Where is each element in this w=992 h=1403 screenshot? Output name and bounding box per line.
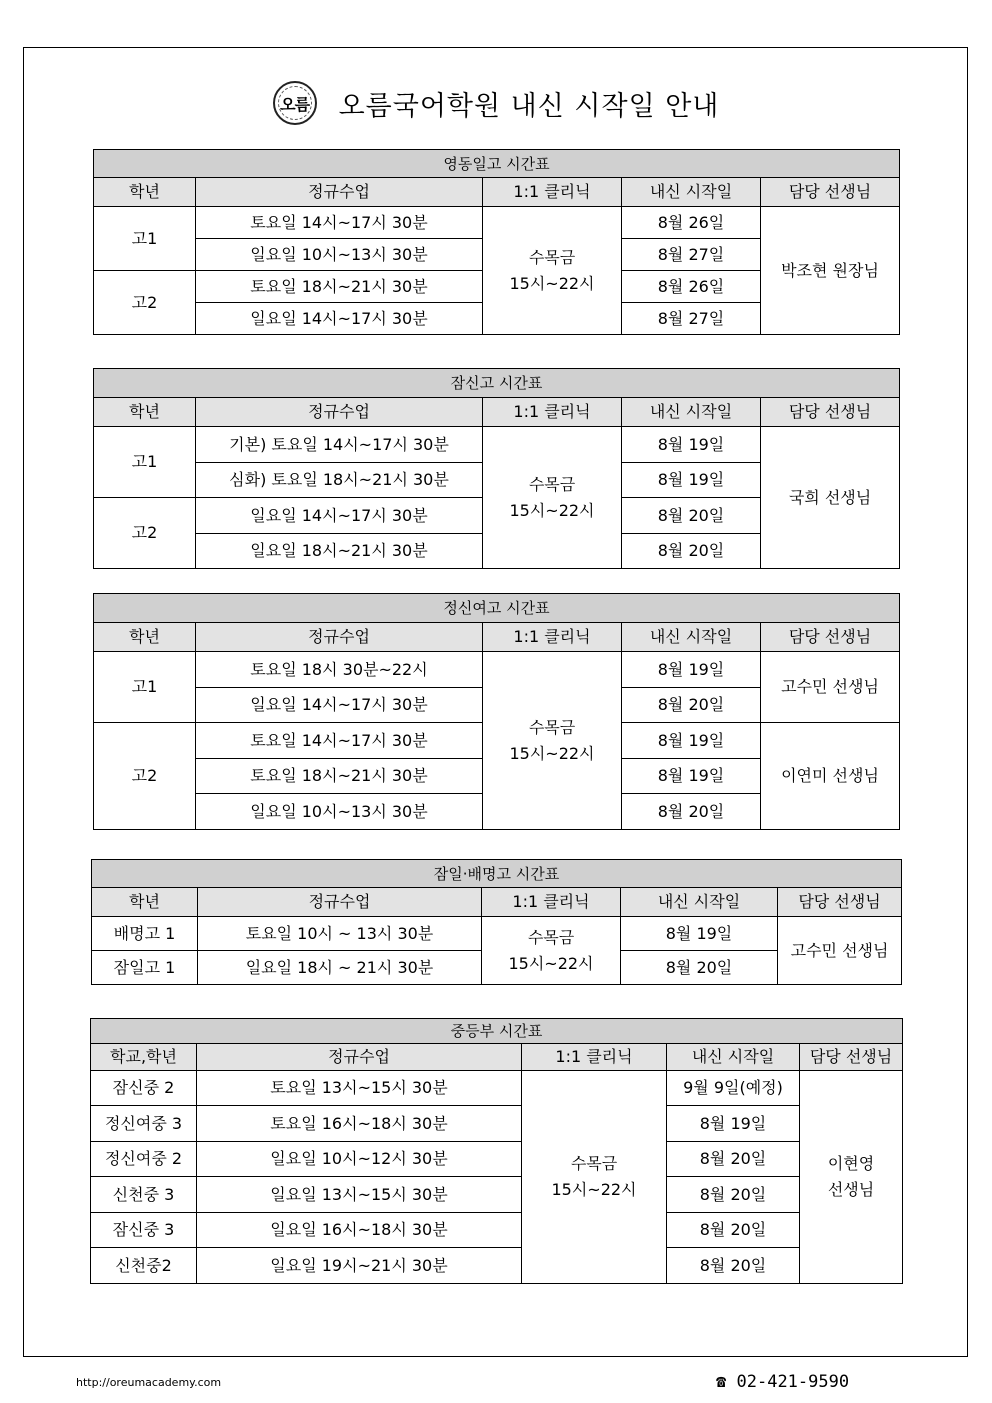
- grade-cell: 고1: [94, 207, 196, 271]
- table-caption: 영동일고 시간표: [94, 150, 900, 178]
- start-date-cell: 8월 20일: [622, 534, 761, 569]
- column-header-start: 내신 시작일: [622, 398, 761, 427]
- table-row: [92, 917, 902, 951]
- grade-cell: 정신여중 2: [91, 1142, 197, 1177]
- column-header-regular: 정규수업: [197, 1044, 522, 1071]
- regular-class-cell: 일요일 10시~13시 30분: [196, 794, 483, 830]
- clinic-cell: [483, 207, 622, 335]
- regular-class-cell: 토요일 13시~15시 30분: [197, 1071, 522, 1106]
- start-date-cell: 8월 19일: [622, 652, 761, 688]
- teacher-cell: 국희 선생님: [761, 427, 900, 569]
- table-row: [91, 1142, 903, 1177]
- column-header-teacher: 담당 선생님: [778, 888, 902, 917]
- schedule-table-yeongdongil: [93, 149, 900, 335]
- grade-cell: 고2: [94, 271, 196, 335]
- clinic-days: 수목금: [527, 927, 575, 947]
- regular-class-cell: 일요일 14시~17시 30분: [196, 303, 483, 335]
- start-date-cell: 8월 20일: [667, 1213, 800, 1248]
- column-header-teacher: 담당 선생님: [761, 398, 900, 427]
- grade-cell: 고2: [94, 498, 196, 569]
- column-header-clinic: 1:1 클리닉: [483, 623, 622, 652]
- phone-number-text: 02-421-9590: [736, 1372, 850, 1392]
- start-date-cell: 8월 20일: [622, 688, 761, 723]
- clinic-cell: [483, 652, 622, 830]
- schedule-table-jamil-baemyeong: [91, 859, 902, 985]
- table-caption: 정신여고 시간표: [94, 594, 900, 623]
- table-row: [91, 1248, 903, 1284]
- column-header-grade: 학년: [94, 398, 196, 427]
- clinic-hours: 15시~22시: [509, 273, 595, 293]
- column-header-school-grade: 학교,학년: [91, 1044, 197, 1071]
- clinic-cell: [482, 917, 621, 985]
- grade-cell: 잠신중 2: [91, 1071, 197, 1106]
- regular-class-cell: 일요일 13시~15시 30분: [197, 1177, 522, 1213]
- column-header-clinic: 1:1 클리닉: [483, 178, 622, 207]
- start-date-cell: 8월 26일: [622, 207, 761, 239]
- grade-cell: 고1: [94, 652, 196, 723]
- regular-class-cell: 일요일 10시~13시 30분: [196, 239, 483, 271]
- regular-class-cell: 일요일 14시~17시 30분: [196, 498, 483, 534]
- teacher-title: 선생님: [827, 1180, 875, 1199]
- regular-class-cell: 일요일 19시~21시 30분: [197, 1248, 522, 1284]
- regular-class-cell: 토요일 18시~21시 30분: [196, 271, 483, 303]
- teacher-cell: 이연미 선생님: [761, 723, 900, 830]
- academy-logo: [273, 81, 317, 125]
- column-header-clinic: 1:1 클리닉: [483, 398, 622, 427]
- start-date-cell: 8월 20일: [667, 1142, 800, 1177]
- grade-cell: 잠일고 1: [92, 951, 198, 985]
- table-row: [91, 1106, 903, 1142]
- regular-class-cell: 토요일 18시~21시 30분: [196, 759, 483, 794]
- regular-class-cell: 일요일 10시~12시 30분: [197, 1142, 522, 1177]
- column-header-grade: 학년: [94, 178, 196, 207]
- start-date-cell: 8월 20일: [622, 794, 761, 830]
- start-date-cell: 8월 19일: [622, 723, 761, 759]
- phone-number: [716, 1372, 849, 1392]
- column-header-start: 내신 시작일: [621, 888, 778, 917]
- table-caption: 잠신고 시간표: [94, 369, 900, 398]
- regular-class-cell: 심화) 토요일 18시~21시 30분: [196, 463, 483, 498]
- column-header-start: 내신 시작일: [622, 623, 761, 652]
- start-date-cell: 8월 26일: [622, 271, 761, 303]
- start-date-cell: 8월 19일: [667, 1106, 800, 1142]
- column-header-clinic: 1:1 클리닉: [522, 1044, 667, 1071]
- start-date-cell: 8월 20일: [667, 1248, 800, 1284]
- table-row: [94, 207, 900, 239]
- grade-cell: 배명고 1: [92, 917, 198, 951]
- regular-class-cell: 토요일 18시 30분~22시: [196, 652, 483, 688]
- regular-class-cell: 토요일 16시~18시 30분: [197, 1106, 522, 1142]
- regular-class-cell: 일요일 18시~21시 30분: [196, 534, 483, 569]
- start-date-cell: 8월 20일: [622, 498, 761, 534]
- regular-class-cell: 기본) 토요일 14시~17시 30분: [196, 427, 483, 463]
- table-caption: 중등부 시간표: [91, 1019, 903, 1044]
- page-title: 오름국어학원 내신 시작일 안내: [338, 90, 720, 122]
- schedule-table-middle-school: [90, 1018, 903, 1284]
- column-header-teacher: 담당 선생님: [761, 623, 900, 652]
- logo-text: 오름: [280, 94, 310, 114]
- clinic-days: 수목금: [528, 247, 576, 267]
- schedule-table-jeongsin-girls: [93, 593, 900, 830]
- teacher-name: 이현영: [827, 1154, 875, 1174]
- regular-class-cell: 토요일 14시~17시 30분: [196, 723, 483, 759]
- start-date-cell: 9월 9일(예정): [667, 1071, 800, 1106]
- regular-class-cell: 토요일 14시~17시 30분: [196, 207, 483, 239]
- teacher-cell: [800, 1071, 903, 1284]
- clinic-days: 수목금: [570, 1154, 618, 1174]
- column-header-teacher: 담당 선생님: [761, 178, 900, 207]
- table-row: [91, 1071, 903, 1106]
- clinic-hours: 15시~22시: [551, 1180, 637, 1199]
- column-header-grade: 학년: [92, 888, 198, 917]
- table-row: [94, 652, 900, 688]
- clinic-hours: 15시~22시: [509, 743, 595, 763]
- table-row: [94, 427, 900, 463]
- start-date-cell: 8월 20일: [621, 951, 778, 985]
- website-link[interactable]: http://oreumacademy.com: [76, 1376, 222, 1389]
- column-header-start: 내신 시작일: [667, 1044, 800, 1071]
- column-header-teacher: 담당 선생님: [800, 1044, 903, 1071]
- regular-class-cell: 일요일 14시~17시 30분: [196, 688, 483, 723]
- grade-cell: 고1: [94, 427, 196, 498]
- regular-class-cell: 일요일 16시~18시 30분: [197, 1213, 522, 1248]
- table-caption: 잠일·배명고 시간표: [92, 860, 902, 888]
- schedule-table-jamsin: [93, 368, 900, 569]
- column-header-grade: 학년: [94, 623, 196, 652]
- page-header: [0, 78, 992, 128]
- clinic-hours: 15시~22시: [508, 953, 594, 973]
- start-date-cell: 8월 27일: [622, 239, 761, 271]
- grade-cell: 신천중 3: [91, 1177, 197, 1213]
- grade-cell: 잠신중 3: [91, 1213, 197, 1248]
- clinic-hours: 15시~22시: [509, 500, 595, 520]
- clinic-days: 수목금: [528, 717, 576, 737]
- start-date-cell: 8월 20일: [667, 1177, 800, 1213]
- column-header-regular: 정규수업: [196, 398, 483, 427]
- start-date-cell: 8월 19일: [622, 759, 761, 794]
- column-header-regular: 정규수업: [196, 178, 483, 207]
- column-header-start: 내신 시작일: [622, 178, 761, 207]
- teacher-cell: 고수민 선생님: [761, 652, 900, 723]
- teacher-cell: 고수민 선생님: [778, 917, 902, 985]
- grade-cell: 고2: [94, 723, 196, 830]
- regular-class-cell: 토요일 10시 ~ 13시 30분: [198, 917, 482, 951]
- clinic-cell: [522, 1071, 667, 1284]
- phone-icon: ☎: [716, 1372, 727, 1392]
- teacher-cell: 박조현 원장님: [761, 207, 900, 335]
- clinic-cell: [483, 427, 622, 569]
- column-header-regular: 정규수업: [198, 888, 482, 917]
- column-header-regular: 정규수업: [196, 623, 483, 652]
- grade-cell: 정신여중 3: [91, 1106, 197, 1142]
- clinic-days: 수목금: [528, 474, 576, 494]
- start-date-cell: 8월 19일: [622, 427, 761, 463]
- start-date-cell: 8월 19일: [622, 463, 761, 498]
- grade-cell: 신천중2: [91, 1248, 197, 1284]
- start-date-cell: 8월 19일: [621, 917, 778, 951]
- column-header-clinic: 1:1 클리닉: [482, 888, 621, 917]
- start-date-cell: 8월 27일: [622, 303, 761, 335]
- regular-class-cell: 일요일 18시 ~ 21시 30분: [198, 951, 482, 985]
- table-row: [91, 1177, 903, 1213]
- table-row: [91, 1213, 903, 1248]
